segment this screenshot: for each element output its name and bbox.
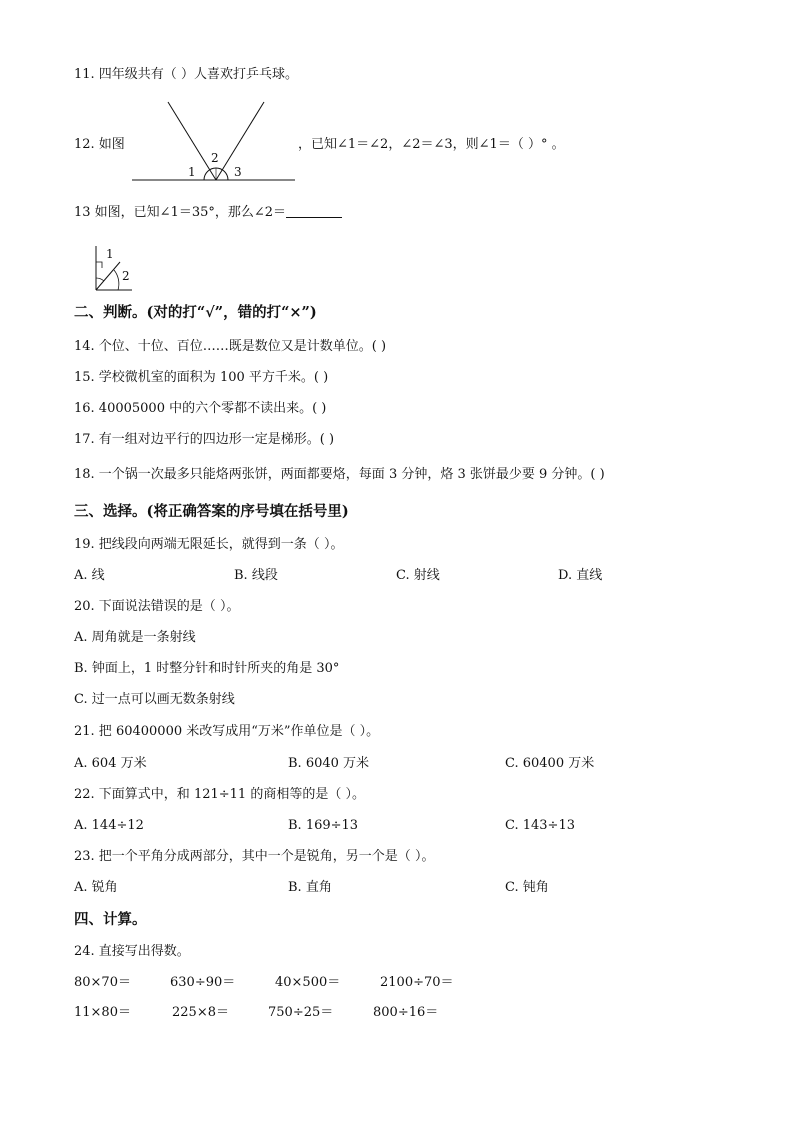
section-2-heading: 二、判断。(对的打“√”，错的打“×”)	[74, 304, 317, 321]
calc-item: 225×8＝	[172, 1005, 229, 1020]
calc-item: 750÷25＝	[268, 1005, 334, 1020]
question-23: 23. 把一个平角分成两部分，其中一个是锐角，另一个是（ ）。	[74, 849, 435, 864]
answer-blank[interactable]	[286, 205, 342, 218]
question-12-text: ，已知∠1＝∠2，∠2＝∠3，则∠1＝（ ）° 。	[298, 137, 565, 152]
angle-label-2: 2	[122, 269, 130, 283]
question-22: 22. 下面算式中，和 121÷11 的商相等的是（ ）。	[74, 787, 365, 802]
calc-item: 40×500＝	[275, 975, 341, 990]
section-4-heading: 四、计算。	[74, 911, 147, 928]
question-24: 24. 直接写出得数。	[74, 944, 190, 959]
option-b: B. 直角	[288, 880, 332, 895]
calc-item: 800÷16＝	[373, 1005, 439, 1020]
option-b: B. 钟面上，1 时整分针和时针所夹的角是 30°	[74, 661, 340, 676]
question-12-prefix: 12. 如图	[74, 137, 125, 152]
angle-label-3: 3	[234, 165, 242, 179]
option-c: C. 钝角	[505, 880, 549, 895]
option-b: B. 线段	[234, 568, 278, 583]
question-19: 19. 把线段向两端无限延长，就得到一条（ ）。	[74, 537, 344, 552]
question-15: 15. 学校微机室的面积为 100 平方千米。( )	[74, 370, 329, 385]
option-a: A. 线	[74, 568, 105, 583]
option-a: A. 周角就是一条射线	[74, 630, 196, 645]
option-c: C. 射线	[396, 568, 440, 583]
question-13: 13 如图，已知∠1＝35°，那么∠2＝	[74, 204, 342, 222]
question-14: 14. 个位、十位、百位……既是数位又是计数单位。( )	[74, 339, 387, 354]
option-c: C. 过一点可以画无数条射线	[74, 692, 235, 707]
angle-label-1: 1	[188, 165, 196, 179]
option-d: D. 直线	[558, 568, 603, 583]
question-16: 16. 40005000 中的六个零都不读出来。( )	[74, 401, 327, 416]
question-21: 21. 把 60400000 米改写成用“万米”作单位是（ ）。	[74, 724, 380, 739]
calc-item: 80×70＝	[74, 975, 131, 990]
angle-label-1: 1	[106, 247, 114, 261]
option-b: B. 6040 万米	[288, 756, 370, 771]
angle-figure-q12	[130, 100, 300, 186]
question-18: 18. 一个锅一次最多只能烙两张饼，两面都要烙，每面 3 分钟，烙 3 张饼最少要 9 分钟。( )	[74, 467, 605, 482]
calc-item: 630÷90＝	[170, 975, 236, 990]
question-20: 20. 下面说法错误的是（ ）。	[74, 599, 240, 614]
option-b: B. 169÷13	[288, 818, 359, 833]
option-a: A. 144÷12	[74, 818, 144, 833]
question-11: 11. 四年级共有（ ）人喜欢打乒乓球。	[74, 67, 298, 82]
angle-figure-q13	[90, 244, 136, 292]
section-3-heading: 三、选择。(将正确答案的序号填在括号里)	[74, 503, 349, 520]
calc-item: 11×80＝	[74, 1005, 131, 1020]
angle-label-2: 2	[211, 151, 219, 165]
option-a: A. 604 万米	[74, 756, 147, 771]
calc-item: 2100÷70＝	[380, 975, 454, 990]
option-c: C. 60400 万米	[505, 756, 595, 771]
question-17: 17. 有一组对边平行的四边形一定是梯形。( )	[74, 432, 335, 447]
option-c: C. 143÷13	[505, 818, 575, 833]
option-a: A. 锐角	[74, 880, 118, 895]
